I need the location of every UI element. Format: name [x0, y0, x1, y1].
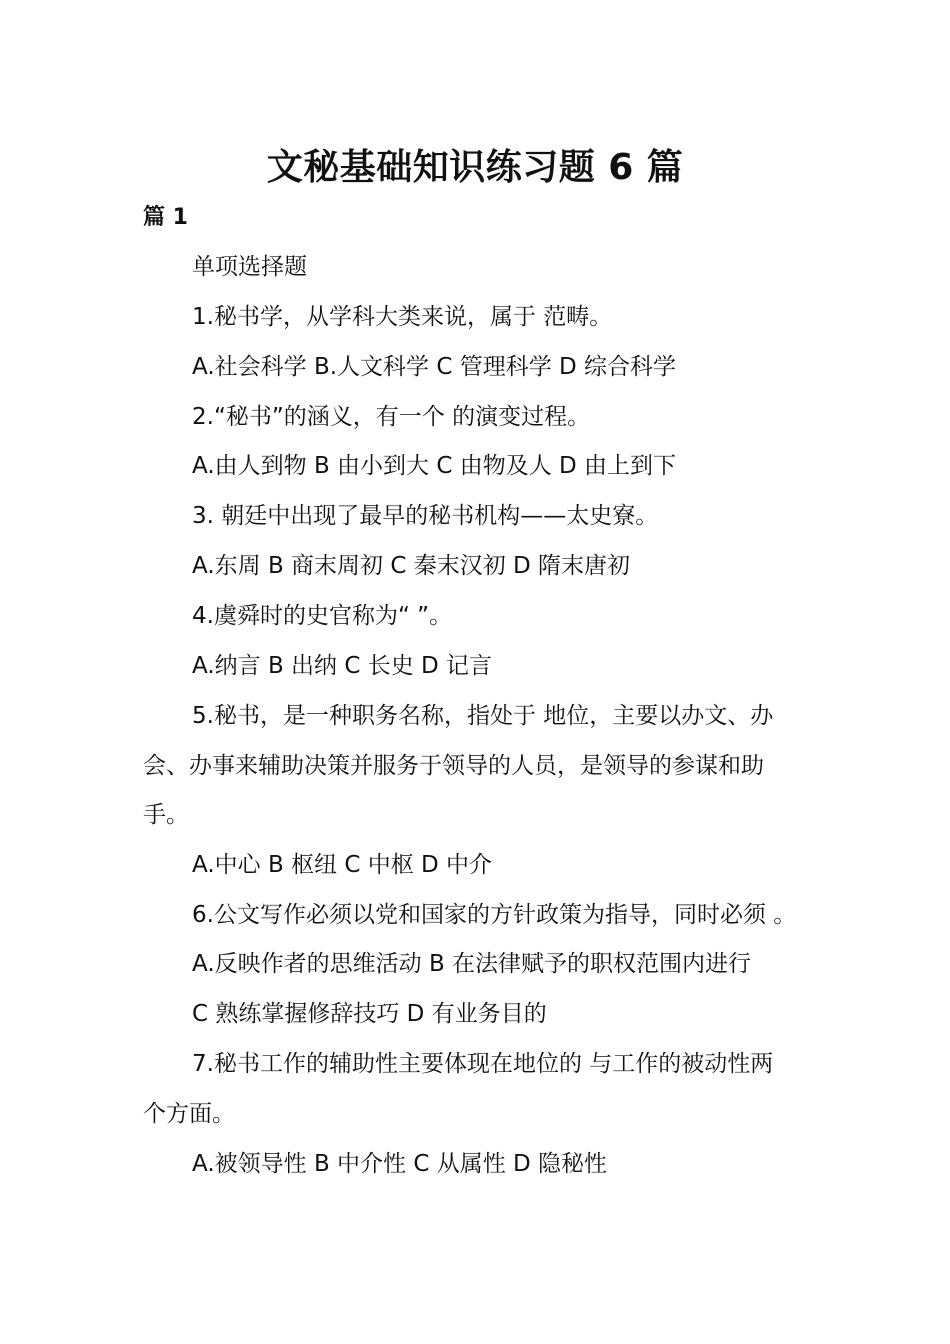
question-1-options: A.社会科学 B.人文科学 C 管理科学 D 综合科学: [192, 354, 677, 380]
document-title: 文秘基础知识练习题 6 篇: [266, 147, 684, 188]
question-4: 4.虞舜时的史官称为“ ”。: [192, 603, 453, 629]
question-1: 1.秘书学，从学科大类来说，属于 范畴。: [192, 304, 613, 330]
question-3: 3. 朝廷中出现了最早的秘书机构——太史寮。: [192, 503, 659, 529]
section-heading: 篇 1: [143, 205, 188, 230]
question-5-line-3: 手。: [143, 802, 189, 828]
question-7-options: A.被领导性 B 中介性 C 从属性 D 隐秘性: [192, 1151, 608, 1177]
question-7-line-2: 个方面。: [143, 1101, 235, 1127]
question-7-line-1: 7.秘书工作的辅助性主要体现在地位的 与工作的被动性两: [192, 1051, 774, 1077]
question-5-line-2: 会、办事来辅助决策并服务于领导的人员，是领导的参谋和助: [143, 753, 764, 779]
question-4-options: A.纳言 B 出纳 C 长史 D 记言: [192, 653, 493, 679]
question-5-line-1: 5.秘书，是一种职务名称，指处于 地位，主要以办文、办: [192, 703, 774, 729]
question-6: 6.公文写作必须以党和国家的方针政策为指导，同时必须 。: [192, 902, 797, 928]
question-6-options-line-1: A.反映作者的思维活动 B 在法律赋予的职权范围内进行: [192, 951, 752, 977]
question-2: 2.“秘书”的涵义，有一个 的演变过程。: [192, 404, 591, 430]
question-2-options: A.由人到物 B 由小到大 C 由物及人 D 由上到下: [192, 453, 677, 479]
question-3-options: A.东周 B 商末周初 C 秦末汉初 D 隋末唐初: [192, 553, 631, 579]
subsection-label: 单项选择题: [192, 254, 307, 280]
question-5-options: A.中心 B 枢纽 C 中枢 D 中介: [192, 852, 493, 878]
question-6-options-line-2: C 熟练掌握修辞技巧 D 有业务目的: [192, 1001, 547, 1027]
